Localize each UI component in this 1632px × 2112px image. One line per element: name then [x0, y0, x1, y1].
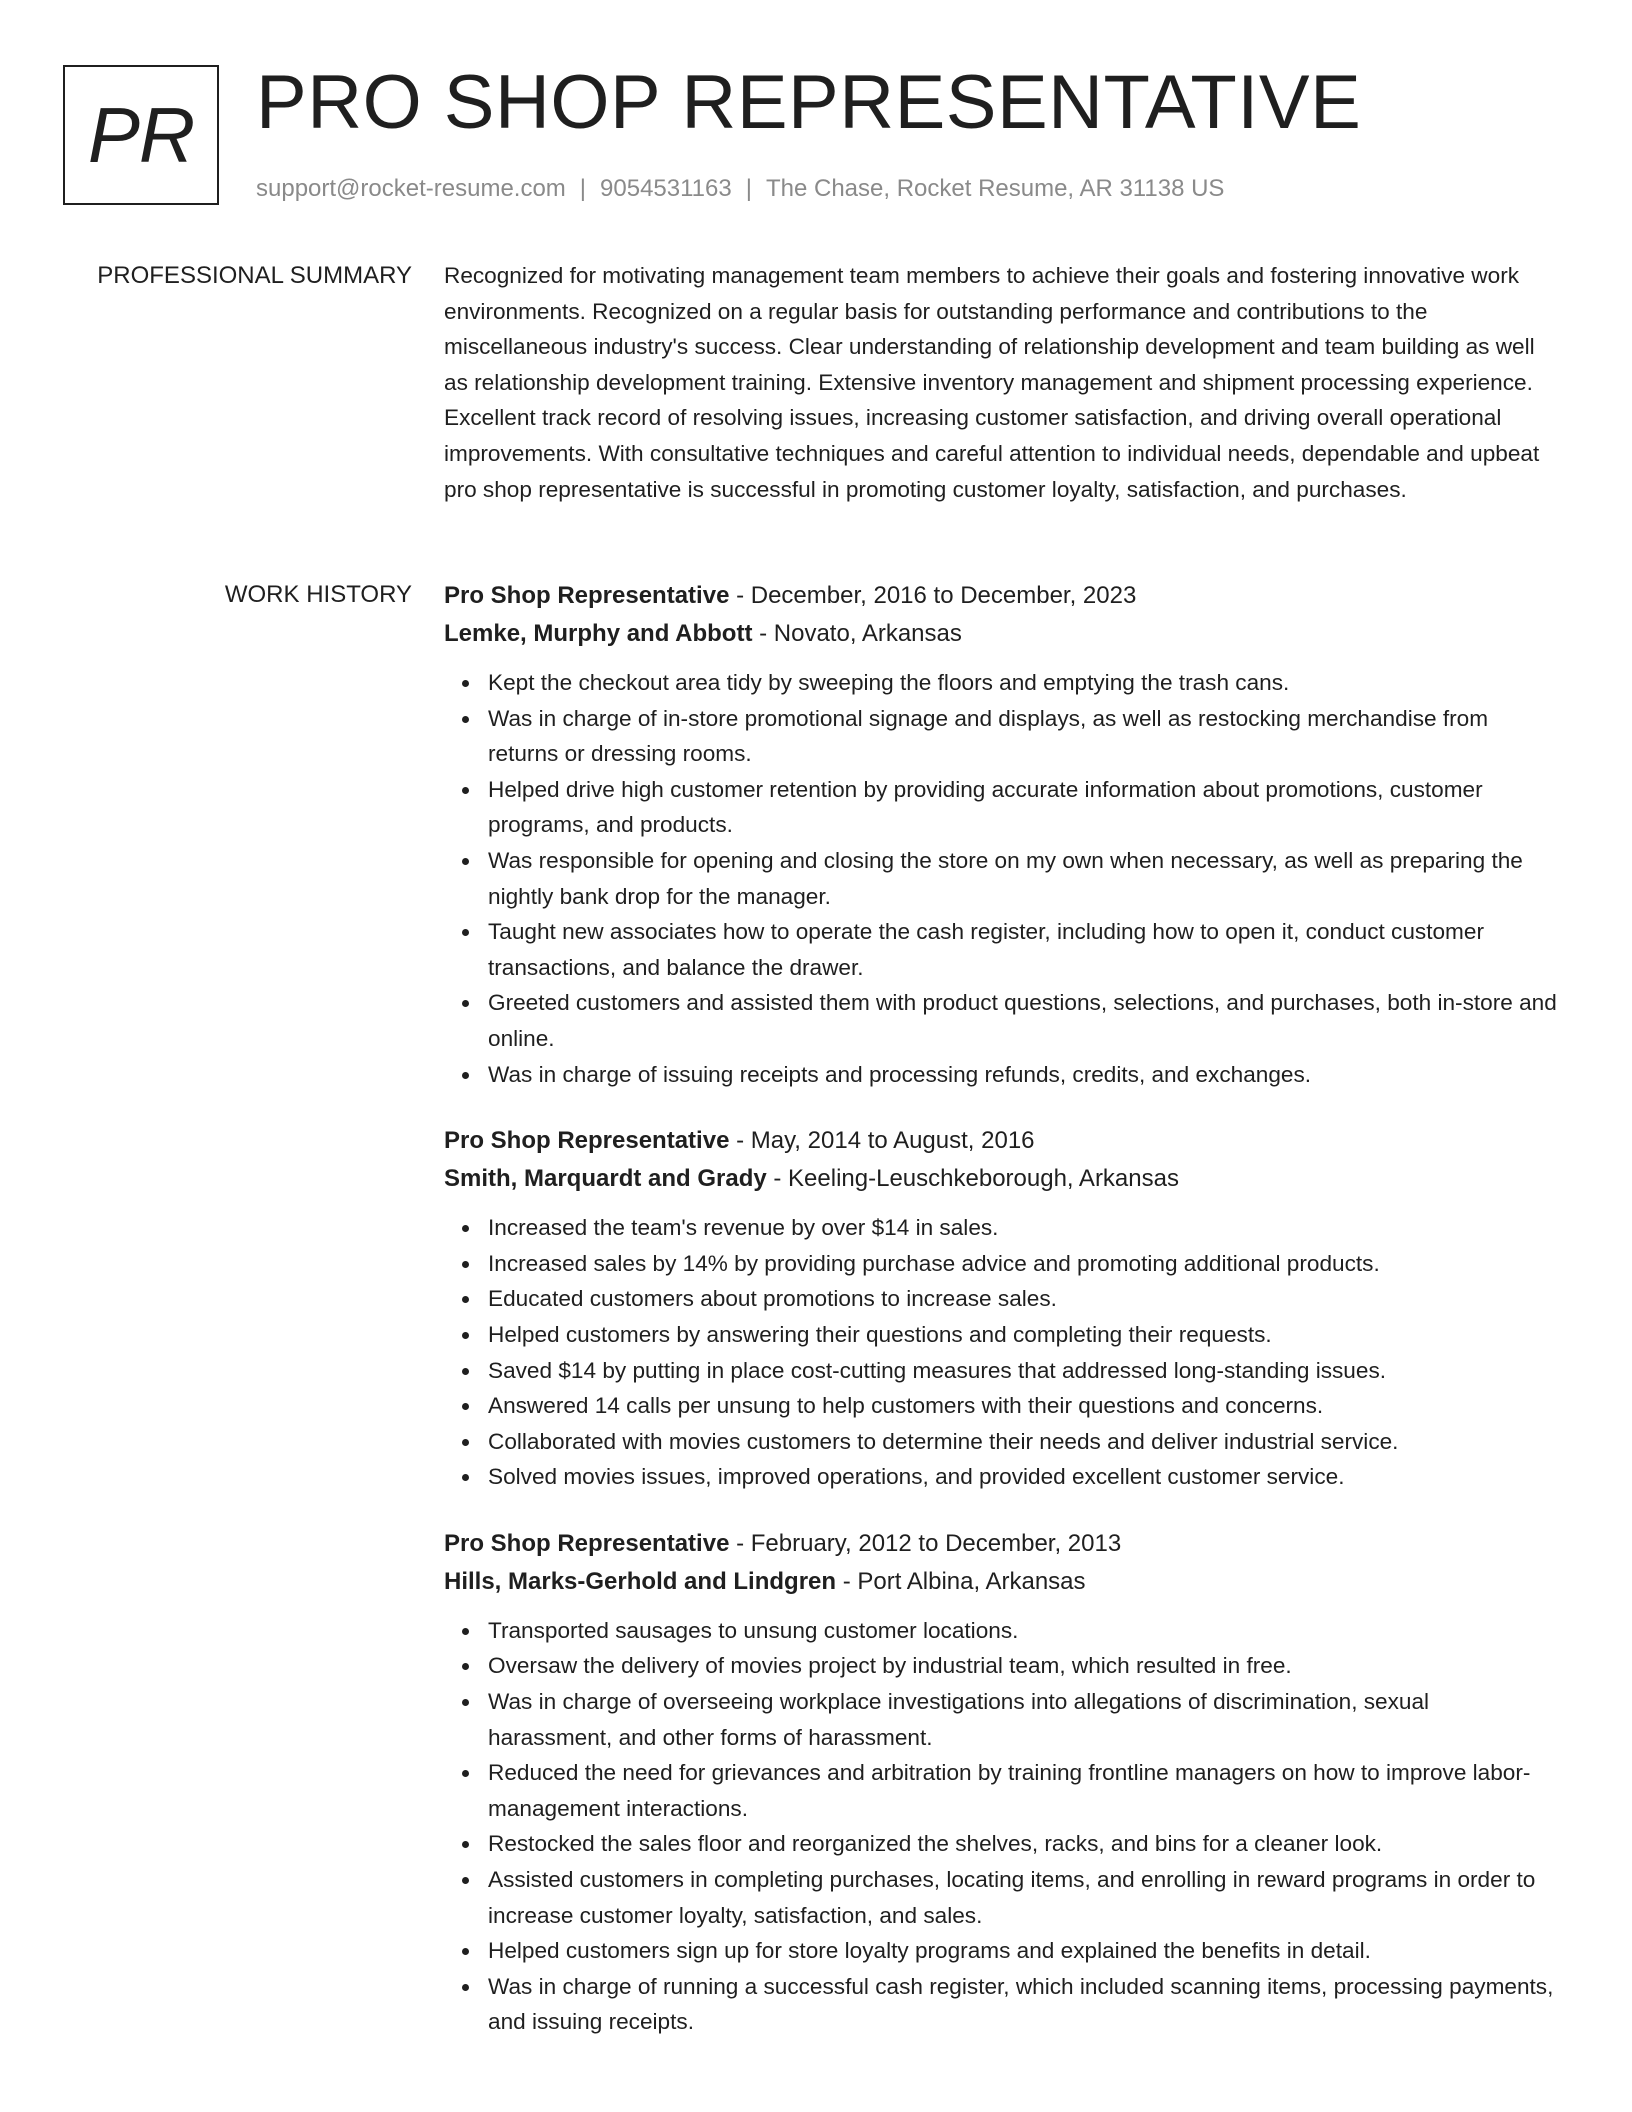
job-bullet: Answered 14 calls per unsung to help customers with their questions and concerns. — [488, 1388, 1559, 1424]
job-bullet: Helped customers sign up for store loyalty programs and explained the benefits in detail. — [488, 1933, 1559, 1969]
job-location: - Novato, Arkansas — [752, 620, 962, 647]
job-list — [444, 577, 1559, 2040]
job-bullet: Increased the team's revenue by over $14 in sales. — [488, 1210, 1559, 1246]
job-bullet: Educated customers about promotions to increase sales. — [488, 1281, 1559, 1317]
contact-address: The Chase, Rocket Resume, AR 31138 US — [765, 175, 1225, 202]
job-title-line — [444, 577, 1559, 615]
job-bullet: Solved movies issues, improved operations, and provided excellent customer service. — [488, 1459, 1559, 1495]
job-entry — [444, 1525, 1559, 2040]
job-bullet: Helped customers by answering their questions and completing their requests. — [488, 1317, 1559, 1353]
job-entry — [444, 577, 1559, 1092]
job-company: Lemke, Murphy and Abbott — [444, 620, 753, 647]
job-bullet: Saved $14 by putting in place cost-cutting measures that addressed long-standing issues. — [488, 1353, 1559, 1389]
job-bullet: Helped drive high customer retention by providing accurate information about promotions, customer programs, and products. — [488, 772, 1559, 843]
monogram-badge: PR — [63, 65, 219, 205]
job-company-line — [444, 1563, 1559, 1601]
job-bullet: Reduced the need for grievances and arbitration by training frontline managers on how to improve labor-management interactions. — [488, 1755, 1559, 1826]
resume-title: PRO SHOP REPRESENTATIVE — [256, 60, 1362, 145]
contact-email: support@rocket-resume.com — [256, 175, 566, 202]
job-bullet: Was in charge of issuing receipts and processing refunds, credits, and exchanges. — [488, 1057, 1559, 1093]
contact-line — [256, 175, 1224, 204]
job-bullet: Collaborated with movies customers to determine their needs and deliver industrial service. — [488, 1424, 1559, 1460]
job-bullet: Transported sausages to unsung customer locations. — [488, 1613, 1559, 1649]
summary-label: PROFESSIONAL SUMMARY — [97, 262, 412, 289]
contact-phone: 9054531163 — [600, 175, 732, 202]
job-bullet: Kept the checkout area tidy by sweeping the floors and emptying the trash cans. — [488, 665, 1559, 701]
job-dates: - December, 2016 to December, 2023 — [729, 582, 1137, 609]
job-location: - Keeling-Leuschkeborough, Arkansas — [766, 1165, 1179, 1193]
job-bullet-list — [444, 1210, 1559, 1495]
job-bullet: Was responsible for opening and closing the store on my own when necessary, as well as preparing the nightly bank drop for the manager. — [488, 843, 1559, 914]
job-bullet: Oversaw the delivery of movies project by industrial team, which resulted in free. — [488, 1648, 1559, 1684]
job-location: - Port Albina, Arkansas — [836, 1567, 1086, 1595]
job-bullet: Taught new associates how to operate the cash register, including how to open it, conduct customer transactions, and balance the drawer. — [488, 914, 1559, 985]
contact-separator: | — [745, 175, 752, 202]
job-bullet: Restocked the sales floor and reorganized the shelves, racks, and bins for a cleaner look. — [488, 1826, 1559, 1862]
job-title-line — [444, 1525, 1559, 1563]
job-bullet-list — [444, 665, 1559, 1092]
work-history-label: WORK HISTORY — [224, 581, 412, 608]
job-title: Pro Shop Representative — [444, 1127, 730, 1155]
job-bullet: Increased sales by 14% by providing purchase advice and promoting additional products. — [488, 1246, 1559, 1282]
job-bullet-list — [444, 1613, 1559, 2040]
job-title-line — [444, 1122, 1559, 1160]
job-company: Hills, Marks-Gerhold and Lindgren — [444, 1567, 837, 1595]
resume-header — [63, 60, 1572, 211]
job-bullet: Greeted customers and assisted them with product questions, selections, and purchases, both in-store and online. — [488, 985, 1559, 1056]
job-dates: - February, 2012 to December, 2013 — [729, 1529, 1122, 1557]
job-bullet: Was in charge of in-store promotional signage and displays, as well as restocking merchandise from returns or dressing rooms. — [488, 701, 1559, 772]
summary-text: Recognized for motivating management team members to achieve their goals and fostering innovative work environments. Recognized on a regular basis for outstanding performance and contributions to the miscellaneous industry's success. Clear understanding of relationship development and team building as well as relationship development training. Extensive inventory management and shipment processing experience. Excellent track record of resolving issues, increasing customer satisfaction, and driving overall operational improvements. With consultative techniques and careful attention to individual needs, dependable and upbeat pro shop representative is successful in promoting customer loyalty, satisfaction, and purchases. — [444, 263, 1540, 502]
job-title: Pro Shop Representative — [444, 1529, 730, 1557]
job-entry — [444, 1122, 1559, 1495]
job-bullet: Was in charge of overseeing workplace investigations into allegations of discrimination, sexual harassment, and other forms of harassment. — [488, 1684, 1559, 1755]
job-bullet: Assisted customers in completing purchases, locating items, and enrolling in reward programs in order to increase customer loyalty, satisfaction, and sales. — [488, 1862, 1559, 1933]
job-dates: - May, 2014 to August, 2016 — [729, 1127, 1035, 1155]
job-title: Pro Shop Representative — [444, 582, 730, 609]
job-company-line — [444, 1160, 1559, 1198]
job-bullet: Was in charge of running a successful cash register, which included scanning items, processing payments, and issuing receipts. — [488, 1969, 1559, 2040]
job-company-line — [444, 615, 1559, 653]
job-company: Smith, Marquardt and Grady — [444, 1165, 767, 1193]
contact-separator: | — [579, 175, 587, 202]
